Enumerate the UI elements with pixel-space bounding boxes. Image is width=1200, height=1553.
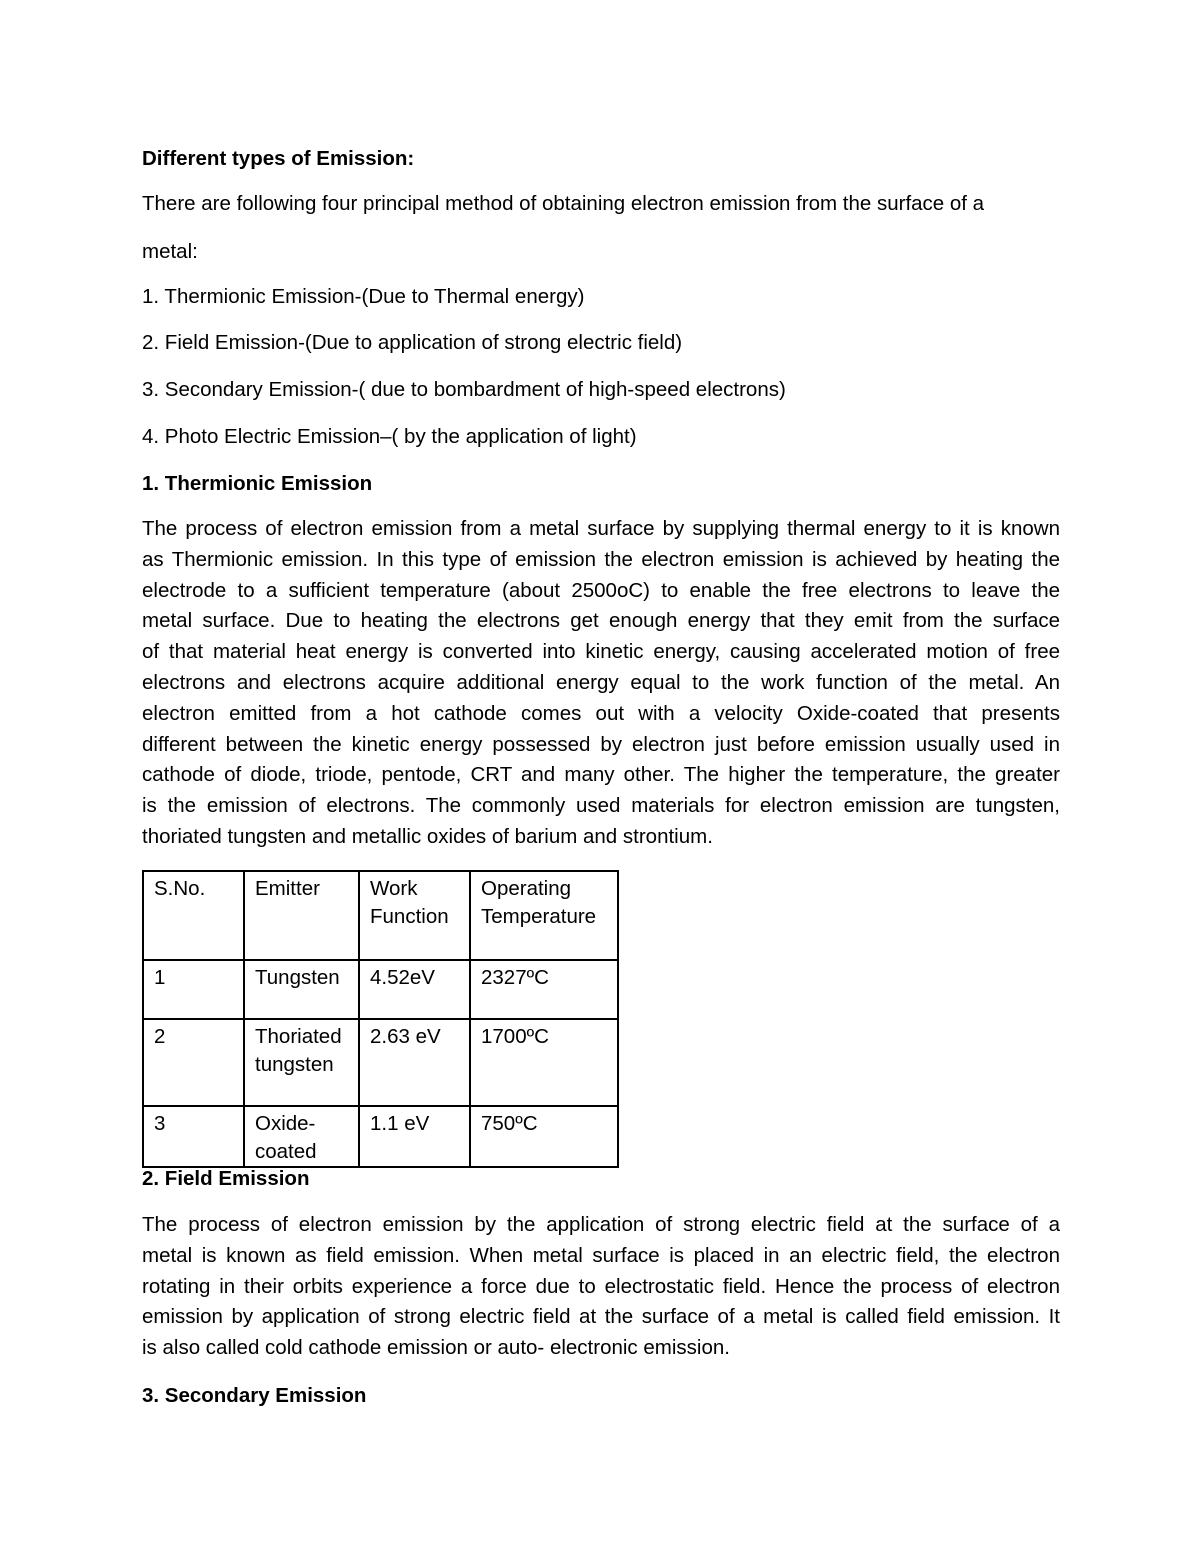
paragraph-line: electrons and electrons acquire additional energy equal to the work function of the metal. An: [142, 670, 1060, 694]
table-row: [143, 1019, 618, 1106]
paragraph-line: is also called cold cathode emission or auto- electronic emission.: [142, 1336, 730, 1360]
field-paragraph: [142, 1210, 1060, 1364]
paragraph-line: rotating in their orbits experience a force due to electrostatic field. Hence the process of electron: [142, 1274, 1060, 1298]
list-item: 4. Photo Electric Emission–( by the application of light): [142, 425, 637, 448]
paragraph-line: as Thermionic emission. In this type of emission the electron emission is achieved by heating the: [142, 547, 1060, 571]
table-cell: 1700ºC: [470, 1019, 618, 1106]
table-cell: 2327ºC: [470, 960, 618, 1019]
paragraph-line: metal surface. Due to heating the electrons get enough energy that they emit from the surface: [142, 609, 1060, 633]
list-item: 3. Secondary Emission-( due to bombardment of high-speed electrons): [142, 378, 786, 401]
header-cell-operating-temperature: Operating Temperature: [470, 871, 618, 960]
intro-line-1: There are following four principal method of obtaining electron emission from the surface of a: [142, 192, 985, 215]
paragraph-line: different between the kinetic energy possessed by electron just before emission usually used in: [142, 732, 1060, 756]
table-cell: 1.1 eV: [359, 1106, 470, 1167]
table-cell: 3: [143, 1106, 244, 1167]
paragraph-line: electrode to a sufficient temperature (about 2500oC) to enable the free electrons to leave the: [142, 578, 1060, 602]
paragraph-line: metal is known as field emission. When metal surface is placed in an electric field, the electron: [142, 1243, 1060, 1267]
emitter-table: [142, 870, 619, 1168]
section-title-field: 2. Field Emission: [142, 1167, 310, 1190]
list-item: 2. Field Emission-(Due to application of strong electric field): [142, 331, 683, 354]
table-cell: Thoriated tungsten: [244, 1019, 359, 1106]
page-heading: Different types of Emission:: [142, 147, 415, 170]
table-row: [143, 1106, 618, 1167]
table-header-row: [143, 871, 618, 960]
section-title-secondary: 3. Secondary Emission: [142, 1384, 367, 1407]
table-cell: 750ºC: [470, 1106, 618, 1167]
header-cell-emitter: Emitter: [244, 871, 359, 960]
paragraph-line: thoriated tungsten and metallic oxides of barium and strontium.: [142, 824, 713, 848]
table-cell: 1: [143, 960, 244, 1019]
table-row: [143, 960, 618, 1019]
table-cell: 4.52eV: [359, 960, 470, 1019]
table-cell: 2: [143, 1019, 244, 1106]
paragraph-line: The process of electron emission by the application of strong electric field at the surface of a: [142, 1213, 1060, 1236]
thermionic-paragraph: [142, 514, 1060, 853]
intro-line-2: metal:: [142, 240, 198, 263]
header-cell-sno: S.No.: [143, 871, 244, 960]
paragraph-line: of that material heat energy is converted into kinetic energy, causing accelerated motion of free: [142, 640, 1060, 664]
section-title-thermionic: 1. Thermionic Emission: [142, 472, 373, 495]
list-item: 1. Thermionic Emission-(Due to Thermal energy): [142, 285, 585, 308]
paragraph-line: is the emission of electrons. The commonly used materials for electron emission are tungsten,: [142, 794, 1060, 818]
table-cell: Oxide- coated: [244, 1106, 359, 1167]
paragraph-line: The process of electron emission from a metal surface by supplying thermal energy to it is known: [142, 517, 1060, 540]
table-cell: Tungsten: [244, 960, 359, 1019]
table-cell: 2.63 eV: [359, 1019, 470, 1106]
paragraph-line: cathode of diode, triode, pentode, CRT and many other. The higher the temperature, the greater: [142, 763, 1060, 787]
header-cell-work-function: Work Function: [359, 871, 470, 960]
paragraph-line: emission by application of strong electric field at the surface of a metal is called field emission. It: [142, 1305, 1060, 1329]
paragraph-line: electron emitted from a hot cathode comes out with a velocity Oxide-coated that presents: [142, 701, 1060, 725]
